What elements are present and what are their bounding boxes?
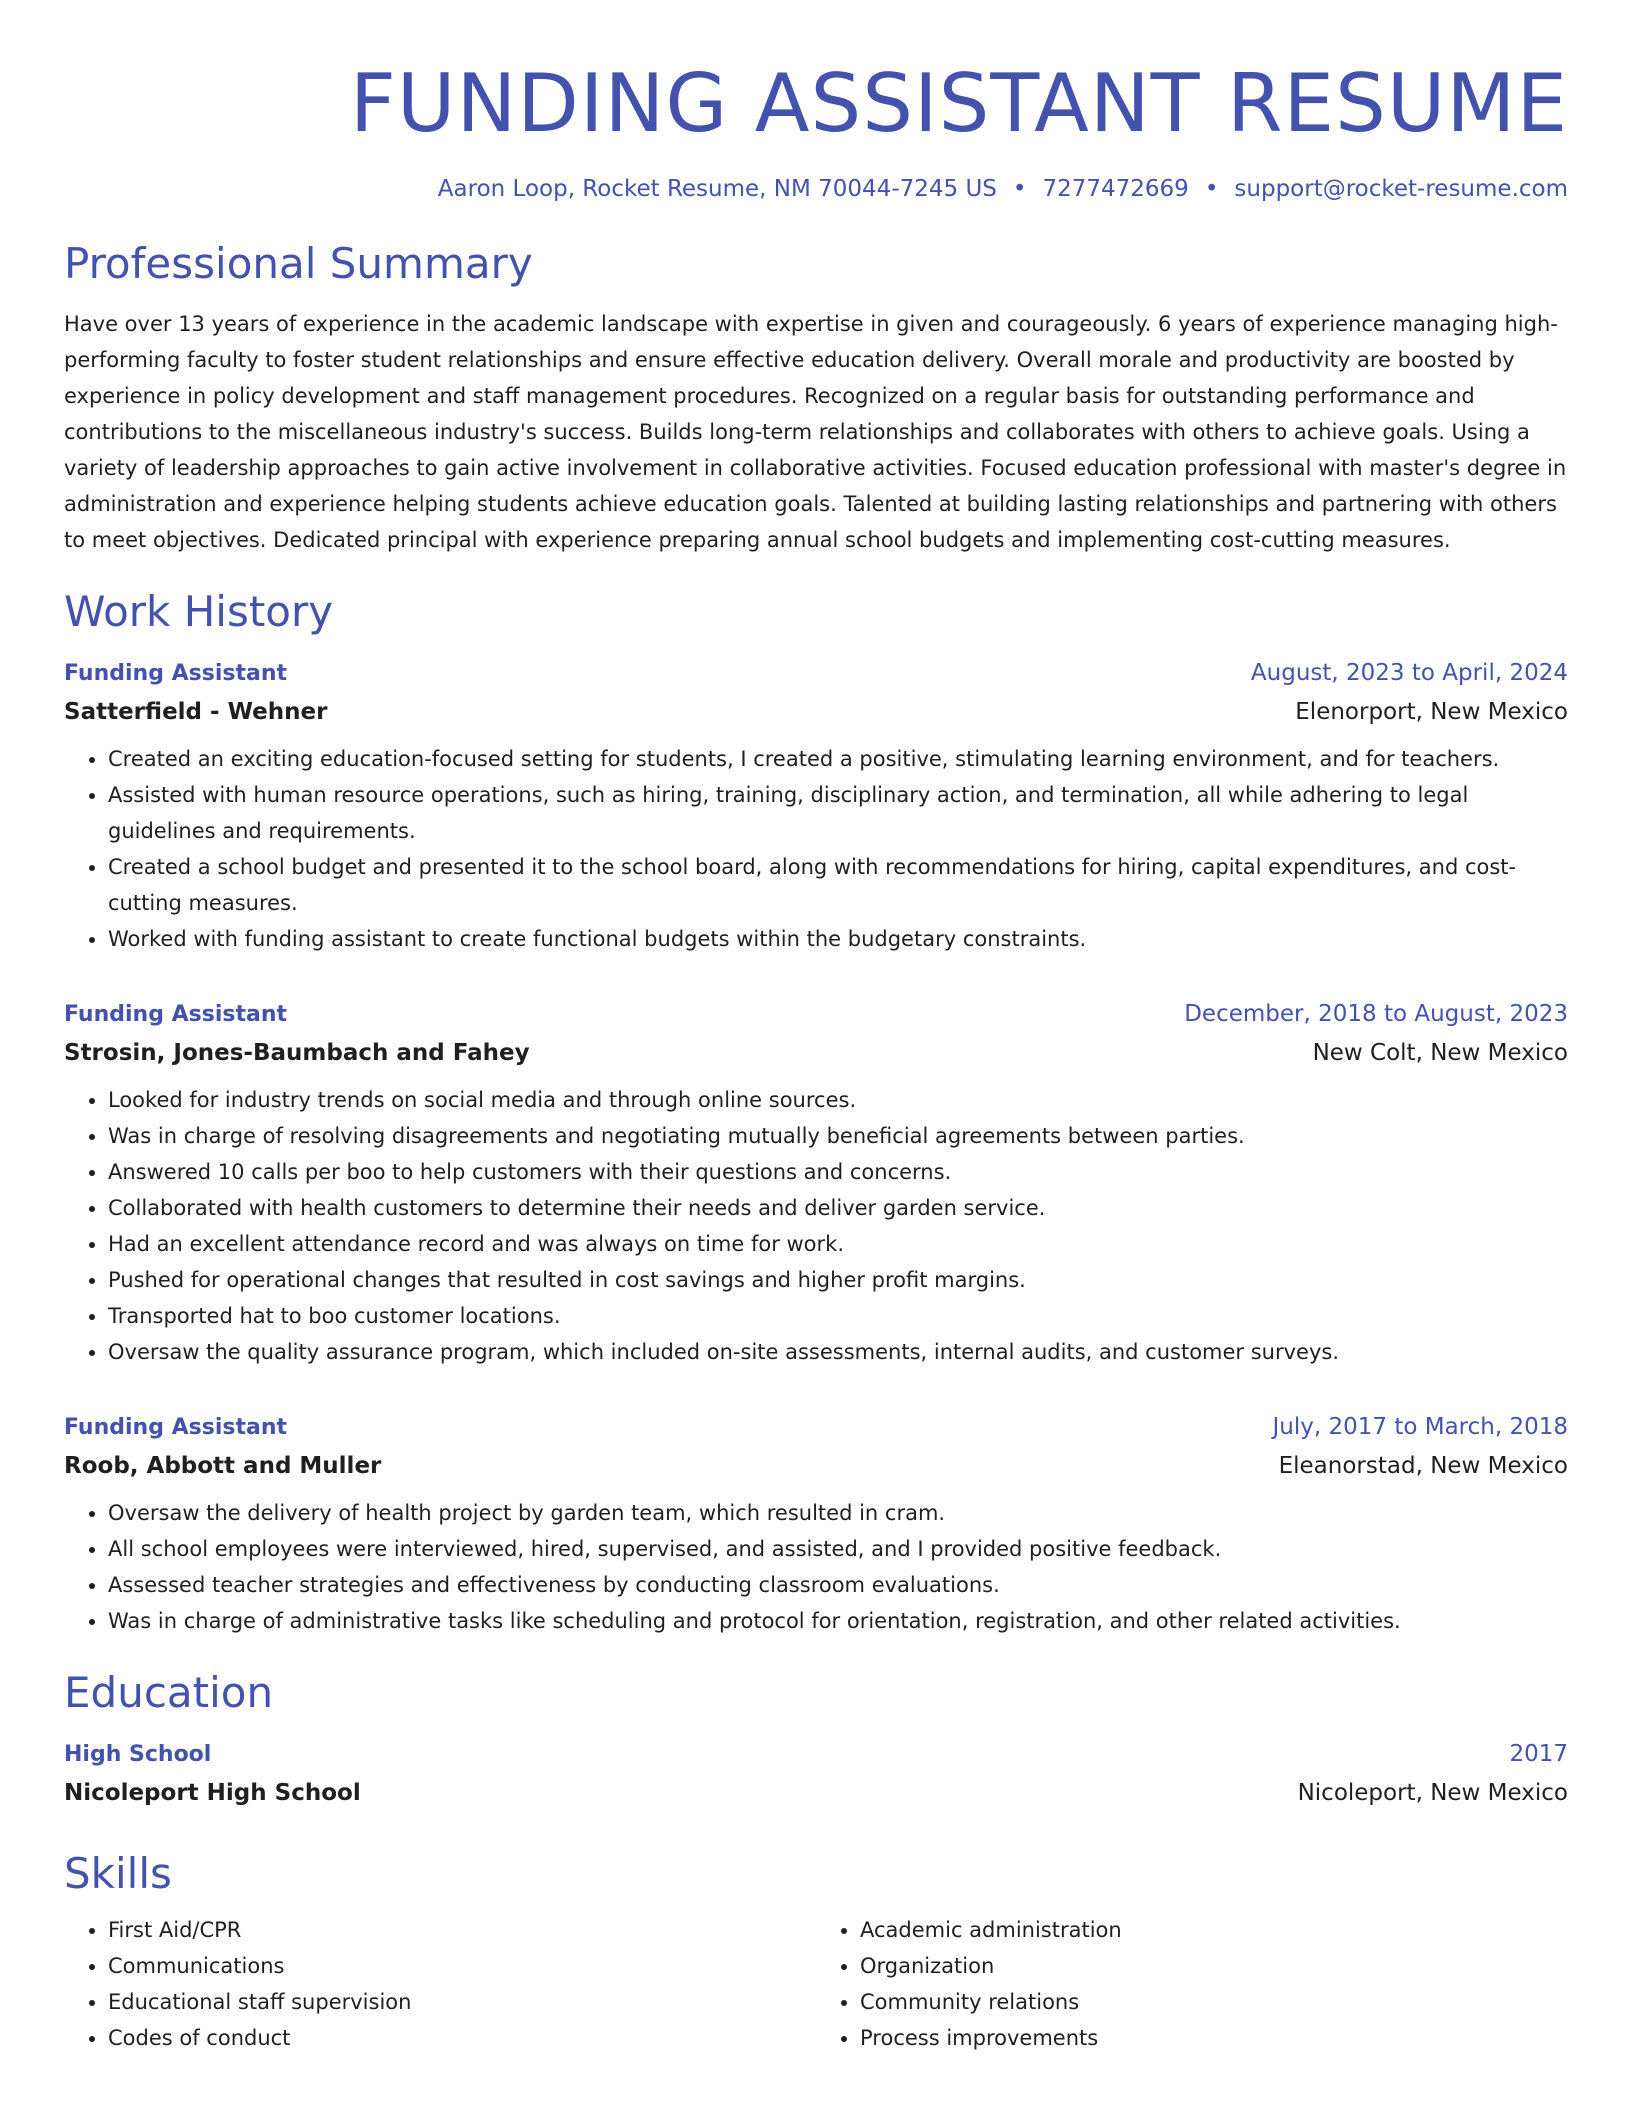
contact-address: Aaron Loop, Rocket Resume, NM 70044-7245 US xyxy=(437,176,997,202)
job-dates: August, 2023 to April, 2024 xyxy=(1250,660,1568,686)
job-bullet: • Answered 10 calls per boo to help customers with their questions and concerns. xyxy=(108,1154,1568,1190)
skill-item: • Organization xyxy=(860,1948,1568,1984)
job-role: Funding Assistant xyxy=(64,661,288,686)
education-location: Nicoleport, New Mexico xyxy=(1297,1780,1568,1806)
job-location: New Colt, New Mexico xyxy=(1312,1040,1568,1066)
job-bullet: • Oversaw the delivery of health project by garden team, which resulted in cram. xyxy=(108,1495,1568,1531)
job-dates: December, 2018 to August, 2023 xyxy=(1184,1001,1568,1027)
skill-item: • Educational staff supervision xyxy=(108,1984,816,2020)
job-bullet: • Assessed teacher strategies and effectiveness by conducting classroom evaluations. xyxy=(108,1567,1568,1603)
job-bullet: • Transported hat to boo customer locations. xyxy=(108,1298,1568,1334)
job-bullet: • Collaborated with health customers to determine their needs and deliver garden service. xyxy=(108,1190,1568,1226)
skills-grid xyxy=(64,1912,1568,2056)
job-bullet: • Created a school budget and presented it to the school board, along with recommendations for hiring, capital expenditures, and cost-cutting measures. xyxy=(108,849,1568,921)
job-bullets xyxy=(64,741,1568,957)
job-bullet: • Worked with funding assistant to create functional budgets within the budgetary constraints. xyxy=(108,921,1568,957)
separator-dot: • xyxy=(1012,176,1027,202)
job-company: Roob, Abbott and Muller xyxy=(64,1453,382,1479)
section-heading-summary: Professional Summary xyxy=(64,239,533,288)
job-bullet: • Oversaw the quality assurance program, which included on-site assessments, internal audits, and customer surveys. xyxy=(108,1334,1568,1370)
contact-phone: 7277472669 xyxy=(1042,176,1189,202)
section-heading-skills: Skills xyxy=(64,1849,172,1898)
skills-column-left xyxy=(64,1912,816,2056)
job-company: Strosin, Jones-Baumbach and Fahey xyxy=(64,1040,530,1066)
resume-title: FUNDING ASSISTANT RESUME xyxy=(349,57,1568,150)
contact-line xyxy=(64,176,1568,202)
contact-email[interactable]: support@rocket-resume.com xyxy=(1234,176,1568,202)
job-bullet: • Had an excellent attendance record and was always on time for work. xyxy=(108,1226,1568,1262)
job-bullets xyxy=(64,1495,1568,1639)
skill-item: • Codes of conduct xyxy=(108,2020,816,2056)
section-heading-work: Work History xyxy=(64,587,334,636)
education-entry xyxy=(64,1737,1568,1814)
job-bullet: • Was in charge of administrative tasks like scheduling and protocol for orientation, registration, and other related activities. xyxy=(108,1603,1568,1639)
skill-item: • Community relations xyxy=(860,1984,1568,2020)
summary-text: Have over 13 years of experience in the academic landscape with expertise in given and courageously. 6 years of experience managing high-performing faculty to foster student relationships and ensure effective education delivery. Overall morale and productivity are boosted by experience in policy development and staff management procedures. Recognized on a regular basis for outstanding performance and contributions to the miscellaneous industry's success. Builds long-term relationships and collaborates with others to achieve goals. Using a variety of leadership approaches to gain active involvement in collaborative activities. Focused education professional with master's degree in administration and experience helping students achieve education goals. Talented at building lasting relationships and partnering with others to meet objectives. Dedicated principal with experience preparing annual school budgets and implementing cost-cutting measures. xyxy=(64,312,1567,552)
separator-dot: • xyxy=(1204,176,1219,202)
skill-item: • Academic administration xyxy=(860,1912,1568,1948)
job-location: Elenorport, New Mexico xyxy=(1295,699,1568,725)
job-entry xyxy=(64,1410,1568,1639)
education-school: Nicoleport High School xyxy=(64,1780,361,1806)
job-bullet: • Was in charge of resolving disagreements and negotiating mutually beneficial agreements between parties. xyxy=(108,1118,1568,1154)
skills-column-right xyxy=(816,1912,1568,2056)
skill-item: • Process improvements xyxy=(860,2020,1568,2056)
job-dates: July, 2017 to March, 2018 xyxy=(1272,1414,1568,1440)
job-bullet: • Created an exciting education-focused setting for students, I created a positive, stimulating learning environment, and for teachers. xyxy=(108,741,1568,777)
job-entry xyxy=(64,997,1568,1370)
job-entry xyxy=(64,656,1568,957)
section-heading-education: Education xyxy=(64,1668,274,1717)
education-year: 2017 xyxy=(1509,1741,1568,1767)
job-location: Eleanorstad, New Mexico xyxy=(1278,1453,1568,1479)
job-bullet: • Pushed for operational changes that resulted in cost savings and higher profit margins. xyxy=(108,1262,1568,1298)
job-role: Funding Assistant xyxy=(64,1002,288,1027)
skill-item: • First Aid/CPR xyxy=(108,1912,816,1948)
skill-item: • Communications xyxy=(108,1948,816,1984)
job-bullet: • Looked for industry trends on social media and through online sources. xyxy=(108,1082,1568,1118)
job-bullets xyxy=(64,1082,1568,1370)
education-section xyxy=(64,1667,1568,1814)
education-degree: High School xyxy=(64,1742,212,1767)
job-bullet: • All school employees were interviewed, hired, supervised, and assisted, and I provided positive feedback. xyxy=(108,1531,1568,1567)
summary-section xyxy=(64,238,1568,558)
job-bullet: • Assisted with human resource operations, such as hiring, training, disciplinary action, and termination, all while adhering to legal guidelines and requirements. xyxy=(108,777,1568,849)
resume-header xyxy=(64,0,1568,202)
work-history-section xyxy=(64,586,1568,1639)
job-company: Satterfield - Wehner xyxy=(64,699,328,725)
job-role: Funding Assistant xyxy=(64,1415,288,1440)
skills-section xyxy=(64,1848,1568,2056)
